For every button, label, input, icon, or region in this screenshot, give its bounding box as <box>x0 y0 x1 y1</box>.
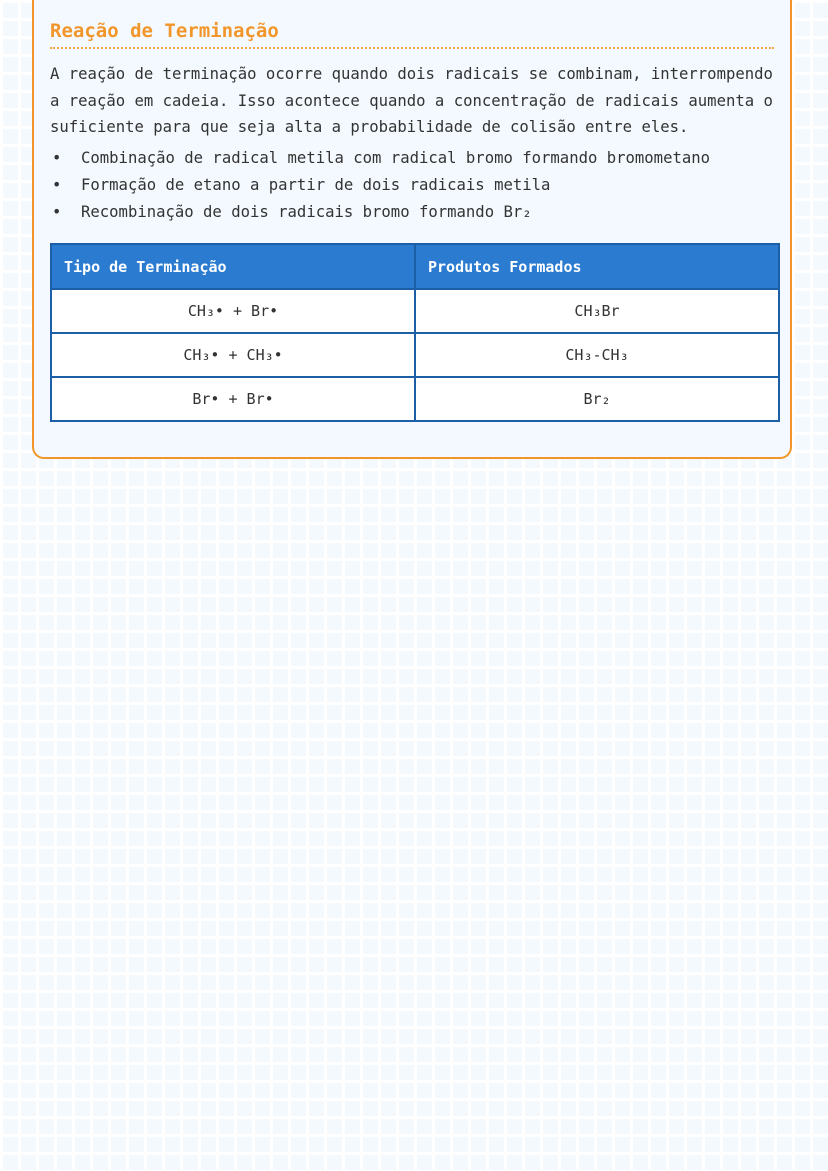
table-row <box>51 289 779 333</box>
column-header-products: Produtos Formados <box>415 244 779 289</box>
table-row <box>51 333 779 377</box>
reaction-text: CH₃• + Br• <box>187 302 279 321</box>
column-header-type: Tipo de Terminação <box>51 244 415 289</box>
product-text: CH₃Br <box>574 302 620 321</box>
section-title: Reação de Terminação <box>50 18 774 49</box>
reaction-text: CH₃• + CH₃• <box>183 346 283 365</box>
table-cell-product <box>415 377 779 421</box>
bullet-icon: • <box>52 202 62 221</box>
list-item-text: Formação de etano a partir de dois radicais metila <box>81 175 551 194</box>
table-header-row <box>51 244 779 289</box>
termination-reaction-card <box>32 0 792 459</box>
table-cell-product <box>415 289 779 333</box>
intro-paragraph: A reação de terminação ocorre quando dois radicais se combinam, interrompendo a reação em cadeia. Isso acontece quando a concentração de radicais aumenta o suficiente para que seja alta a probabilidade de colisão entre eles. <box>50 65 773 137</box>
table-cell-type <box>51 289 415 333</box>
bullet-list <box>50 145 774 225</box>
list-item <box>50 199 774 226</box>
reaction-text: Br• + Br• <box>192 390 274 409</box>
list-item-text: Combinação de radical metila com radical bromo formando bromometano <box>81 149 711 168</box>
list-item-text: Recombinação de dois radicais bromo formando Br₂ <box>81 202 532 221</box>
table-cell-type <box>51 377 415 421</box>
product-text: Br₂ <box>583 390 611 409</box>
bullet-icon: • <box>52 149 62 168</box>
bullet-icon: • <box>52 175 62 194</box>
table-cell-type <box>51 333 415 377</box>
termination-table <box>50 243 780 422</box>
list-item <box>50 172 774 199</box>
product-text: CH₃-CH₃ <box>565 346 629 365</box>
table-row <box>51 377 779 421</box>
table-cell-product <box>415 333 779 377</box>
list-item <box>50 145 774 172</box>
